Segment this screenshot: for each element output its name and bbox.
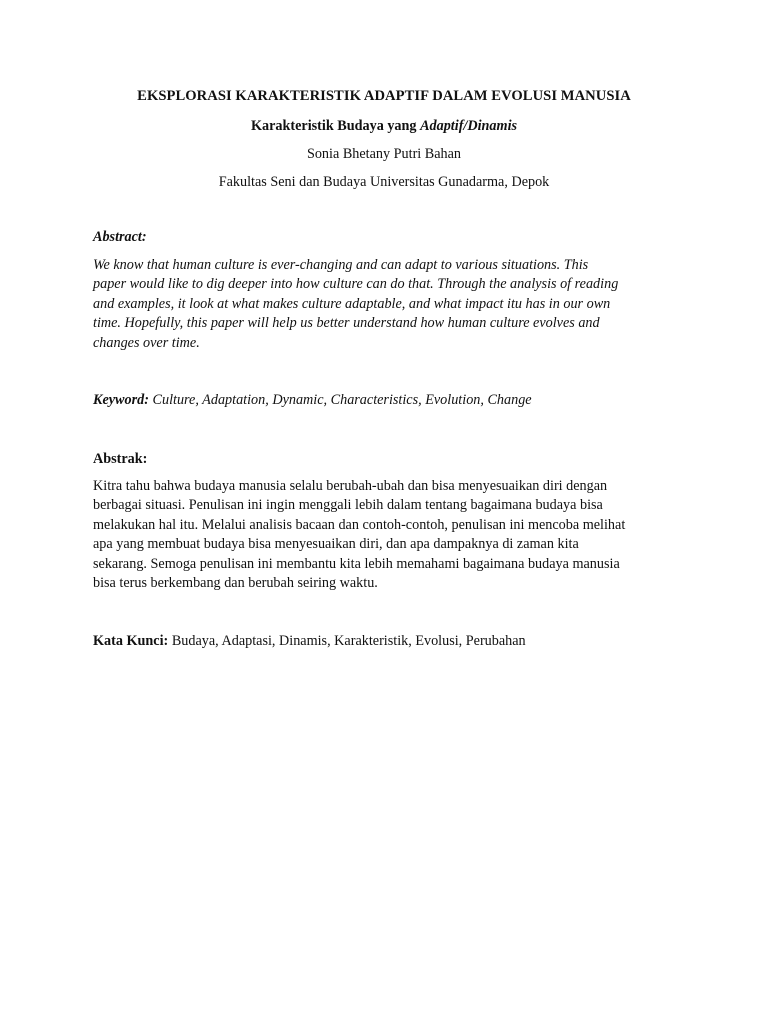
abstract-line: and examples, it look at what makes culture adaptable, and what impact itu has in our own (93, 295, 611, 312)
abstract-body (93, 256, 693, 353)
subtitle-italic: Adaptif/Dinamis (420, 118, 518, 134)
abstrak-line: apa yang membuat budaya bisa menyesuaikan diri, dan apa dampaknya di zaman kita (93, 536, 579, 553)
abstract-line: We know that human culture is ever-changing and can adapt to various situations. This (93, 257, 589, 273)
kata-kunci-text: Budaya, Adaptasi, Dinamis, Karakteristik, Evolusi, Perubahan (168, 633, 526, 649)
abstrak-body (93, 477, 693, 593)
keywords-text: Culture, Adaptation, Dynamic, Characteristics, Evolution, Change (148, 392, 532, 408)
abstrak-line: Kitra tahu bahwa budaya manusia selalu berubah-ubah dan bisa menyesuaikan diri dengan (93, 478, 608, 494)
abstrak-line: bisa terus berkembang dan berubah seiring waktu. (93, 575, 378, 592)
abstrak-line: sekarang. Semoga penulisan ini membantu kita lebih memahami bagaimana budaya manusia (93, 555, 620, 572)
keywords-label: Keyword: (93, 392, 149, 408)
author-affiliation: Fakultas Seni dan Budaya Universitas Gunadarma, Depok (218, 174, 550, 190)
subtitle-plain: Karakteristik Budaya yang (250, 118, 421, 134)
keywords-line (93, 391, 693, 410)
abstract-heading: Abstract: (93, 229, 147, 245)
kata-kunci-line (93, 632, 693, 651)
abstract-line: paper would like to dig deeper into how culture can do that. Through the analysis of reading (93, 276, 619, 293)
author-name: Sonia Bhetany Putri Bahan (306, 146, 462, 162)
kata-kunci-label: Kata Kunci: (93, 633, 169, 649)
paper-subtitle (0, 118, 768, 135)
abstract-line: time. Hopefully, this paper will help us better understand how human culture evolves and (93, 315, 600, 332)
abstrak-line: melakukan hal itu. Melalui analisis bacaan dan contoh-contoh, penulisan ini mencoba melihat (93, 516, 626, 533)
abstract-line: changes over time. (93, 334, 200, 351)
paper-title: EKSPLORASI KARAKTERISTIK ADAPTIF DALAM EVOLUSI MANUSIA (137, 88, 631, 104)
abstrak-heading: Abstrak: (93, 451, 148, 467)
abstrak-line: berbagai situasi. Penulisan ini ingin menggali lebih dalam tentang bagaimana budaya bisa (93, 497, 603, 514)
